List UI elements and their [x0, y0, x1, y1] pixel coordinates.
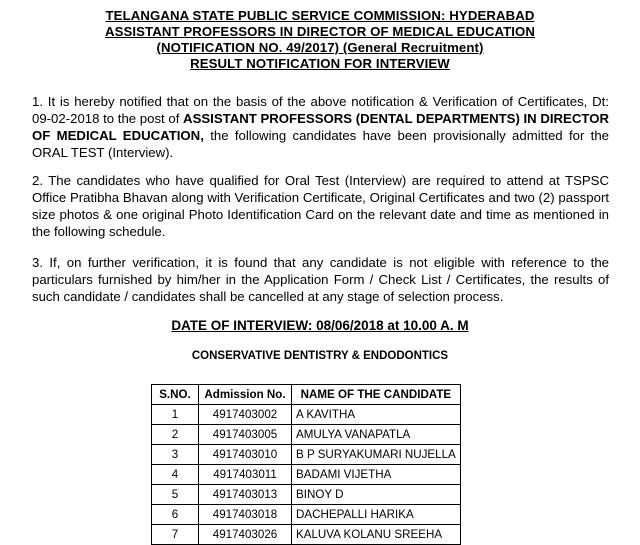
notification-number: (NOTIFICATION NO. 49/2017) (General Recruitment)	[156, 40, 484, 55]
paragraph-1	[32, 93, 609, 161]
cell-name: B P SURYAKUMARI NUJELLA	[292, 445, 461, 465]
cell-name: DACHEPALLI HARIKA	[292, 505, 461, 525]
table-row	[152, 465, 461, 485]
cell-admission: 4917403002	[199, 405, 292, 425]
header-admission: Admission No.	[199, 385, 292, 405]
paragraph-2: 2. The candidates who have qualified for Oral Test (Interview) are required to attend at TSPSC Office Pratibha Bhavan along with Verification Certificate, Original Certificates and two (2) passport size photos & one original Photo Identification Card on the relevant date and time as mentioned in the following schedule.	[32, 173, 609, 239]
document-header	[0, 0, 640, 72]
cell-name: KALUVA KOLANU SREEHA	[292, 525, 461, 545]
cell-sno: 5	[152, 485, 199, 505]
table-row	[152, 525, 461, 545]
result-title: RESULT NOTIFICATION FOR INTERVIEW	[190, 56, 450, 71]
interview-date: DATE OF INTERVIEW: 08/06/2018 at 10.00 A. M	[171, 318, 469, 333]
header-sno: S.NO.	[152, 385, 199, 405]
cell-admission: 4917403010	[199, 445, 292, 465]
paragraph-3: 3. If, on further verification, it is found that any candidate is not eligible with reference to the particulars furnished by him/her in the Application Form / Check List / Certificates, the results of such candidate / candidates shall be cancelled at any stage of selection process.	[32, 255, 609, 304]
cell-name: BINOY D	[292, 485, 461, 505]
candidates-table	[151, 384, 461, 545]
cell-admission: 4917403011	[199, 465, 292, 485]
table-row	[152, 505, 461, 525]
cell-name: A KAVITHA	[292, 405, 461, 425]
cell-admission: 4917403026	[199, 525, 292, 545]
cell-name: AMULYA VANAPATLA	[292, 425, 461, 445]
cell-sno: 2	[152, 425, 199, 445]
cell-admission: 4917403013	[199, 485, 292, 505]
paragraph-1-prefix: 1. It is hereby notified that on the basis of the above notification & Verification of Certificates, Dt: 09-02-2018 to the post of	[32, 94, 609, 126]
cell-sno: 7	[152, 525, 199, 545]
table-row	[152, 425, 461, 445]
commission-title: TELANGANA STATE PUBLIC SERVICE COMMISSION: HYDERABAD	[105, 8, 535, 23]
paragraph-1-suffix: the following candidates have been provisionally admitted for the ORAL TEST (Interview).	[32, 128, 609, 160]
cell-sno: 6	[152, 505, 199, 525]
table-row	[152, 485, 461, 505]
cell-name: BADAMI VIJETHA	[292, 465, 461, 485]
table-row	[152, 405, 461, 425]
cell-sno: 3	[152, 445, 199, 465]
cell-sno: 4	[152, 465, 199, 485]
table-row	[152, 445, 461, 465]
cell-sno: 1	[152, 405, 199, 425]
post-title: ASSISTANT PROFESSORS IN DIRECTOR OF MEDICAL EDUCATION	[104, 24, 535, 39]
cell-admission: 4917403018	[199, 505, 292, 525]
cell-admission: 4917403005	[199, 425, 292, 445]
header-name: NAME OF THE CANDIDATE	[292, 385, 461, 405]
table-header-row	[152, 385, 461, 405]
department-title: CONSERVATIVE DENTISTRY & ENDODONTICS	[191, 350, 449, 362]
paragraph-1-bold: ASSISTANT PROFESSORS (DENTAL DEPARTMENTS) IN DIRECTOR OF MEDICAL EDUCATION,	[32, 111, 609, 143]
